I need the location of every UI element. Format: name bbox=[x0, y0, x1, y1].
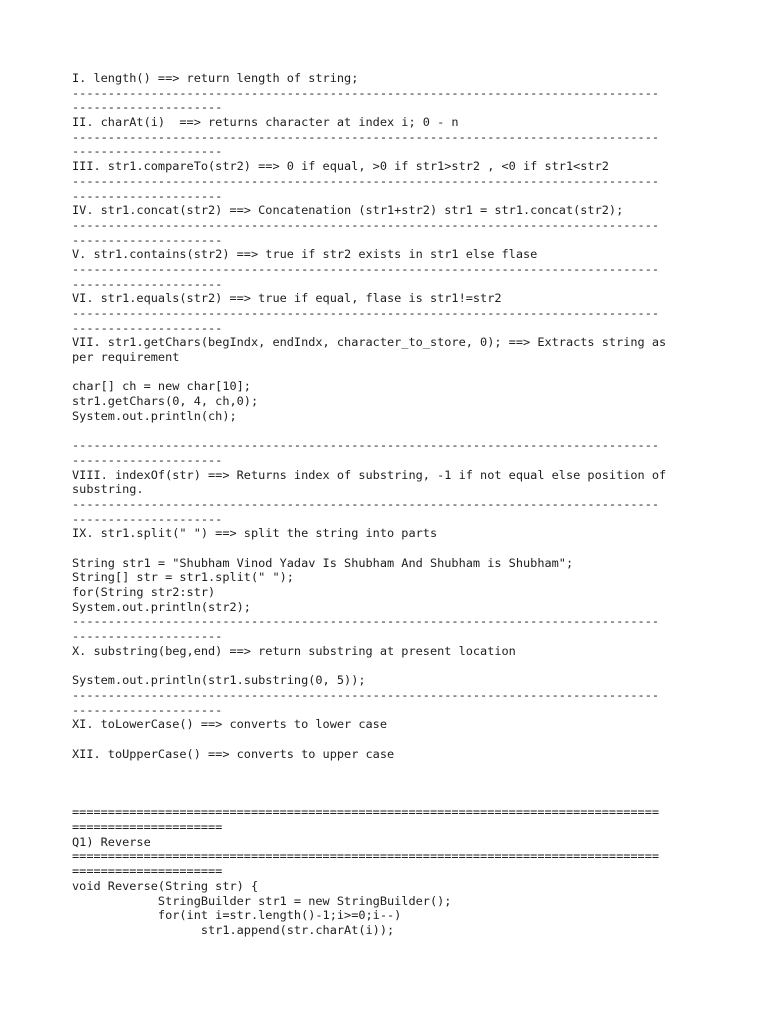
code-line: System.out.println(ch); bbox=[72, 408, 237, 423]
dash-separator: ---------------------------------------------------------------------------------- bbox=[72, 129, 660, 144]
method-heading: IX. str1.split(" ") ==> split the string into parts bbox=[72, 526, 438, 541]
method-heading: VIII. indexOf(str) ==> Returns index of substring, -1 if not equal else position of bbox=[72, 467, 667, 482]
method-heading: II. charAt(i) ==> returns character at index i; 0 - n bbox=[72, 115, 459, 130]
dash-separator: --------------------- bbox=[72, 144, 223, 159]
dash-separator: ---------------------------------------------------------------------------------- bbox=[72, 261, 660, 276]
method-heading: VI. str1.equals(str2) ==> true if equal, flase is str1!=str2 bbox=[72, 291, 502, 306]
method-heading: IV. str1.concat(str2) ==> Concatenation (str1+str2) str1 = str1.concat(str2); bbox=[72, 203, 624, 218]
code-line: for(String str2:str) bbox=[72, 585, 216, 600]
dash-separator: ---------------------------------------------------------------------------------- bbox=[72, 306, 660, 320]
method-heading: X. substring(beg,end) ==> return substring at present location bbox=[72, 643, 516, 658]
blank-line bbox=[72, 732, 702, 747]
blank-line bbox=[72, 791, 702, 806]
blank-line bbox=[72, 541, 702, 556]
dash-separator: --------------------- bbox=[72, 320, 223, 335]
dash-separator: --------------------- bbox=[72, 511, 223, 526]
code-line: str1.append(str.charAt(i)); bbox=[72, 922, 395, 937]
code-line: System.out.println(str2); bbox=[72, 599, 251, 614]
equals-separator: ===================== bbox=[72, 864, 223, 879]
question-heading: Q1) Reverse bbox=[72, 834, 151, 849]
dash-separator: --------------------- bbox=[72, 188, 223, 203]
blank-line bbox=[72, 776, 702, 791]
dash-separator: ---------------------------------------------------------------------------------- bbox=[72, 496, 660, 511]
method-heading: XII. toUpperCase() ==> converts to upper case bbox=[72, 746, 395, 761]
method-heading: V. str1.contains(str2) ==> true if str2 exists in str1 else flase bbox=[72, 247, 538, 262]
dash-separator: --------------------- bbox=[72, 276, 223, 291]
method-heading: XI. toLowerCase() ==> converts to lower case bbox=[72, 717, 387, 732]
code-line: substring. bbox=[72, 482, 144, 497]
dash-separator: ---------------------------------------------------------------------------------- bbox=[72, 438, 660, 453]
blank-line bbox=[72, 365, 702, 380]
code-line: String str1 = "Shubham Vinod Yadav Is Shubham And Shubham is Shubham"; bbox=[72, 555, 574, 570]
equals-separator: ================================================================================== bbox=[72, 849, 660, 864]
dash-separator: ---------------------------------------------------------------------------------- bbox=[72, 85, 660, 100]
equals-separator: ===================== bbox=[72, 820, 223, 835]
code-line: System.out.println(str1.substring(0, 5)); bbox=[72, 673, 366, 688]
dash-separator: --------------------- bbox=[72, 702, 223, 717]
dash-separator: --------------------- bbox=[72, 452, 223, 467]
method-heading: I. length() ==> return length of string; bbox=[72, 71, 359, 85]
code-line: str1.getChars(0, 4, ch,0); bbox=[72, 394, 259, 409]
dash-separator: ---------------------------------------------------------------------------------- bbox=[72, 173, 660, 188]
dash-separator: --------------------- bbox=[72, 629, 223, 644]
dash-separator: ---------------------------------------------------------------------------------- bbox=[72, 687, 660, 702]
code-line: per requirement bbox=[72, 350, 180, 365]
blank-line bbox=[72, 424, 702, 439]
document-page bbox=[72, 71, 702, 938]
blank-line bbox=[72, 659, 702, 674]
code-line: StringBuilder str1 = new StringBuilder(); bbox=[72, 893, 452, 908]
dash-separator: ---------------------------------------------------------------------------------- bbox=[72, 217, 660, 232]
code-line: void Reverse(String str) { bbox=[72, 878, 259, 893]
dash-separator: ---------------------------------------------------------------------------------- bbox=[72, 614, 660, 629]
blank-line bbox=[72, 761, 702, 776]
code-line: for(int i=str.length()-1;i>=0;i--) bbox=[72, 908, 402, 923]
method-heading: III. str1.compareTo(str2) ==> 0 if equal, >0 if str1>str2 , <0 if str1<str2 bbox=[72, 159, 609, 174]
dash-separator: --------------------- bbox=[72, 100, 223, 115]
equals-separator: ================================================================================== bbox=[72, 805, 660, 820]
dash-separator: --------------------- bbox=[72, 232, 223, 247]
code-line: String[] str = str1.split(" "); bbox=[72, 570, 294, 585]
method-heading: VII. str1.getChars(begIndx, endIndx, character_to_store, 0); ==> Extracts string as bbox=[72, 335, 667, 350]
code-line: char[] ch = new char[10]; bbox=[72, 379, 251, 394]
